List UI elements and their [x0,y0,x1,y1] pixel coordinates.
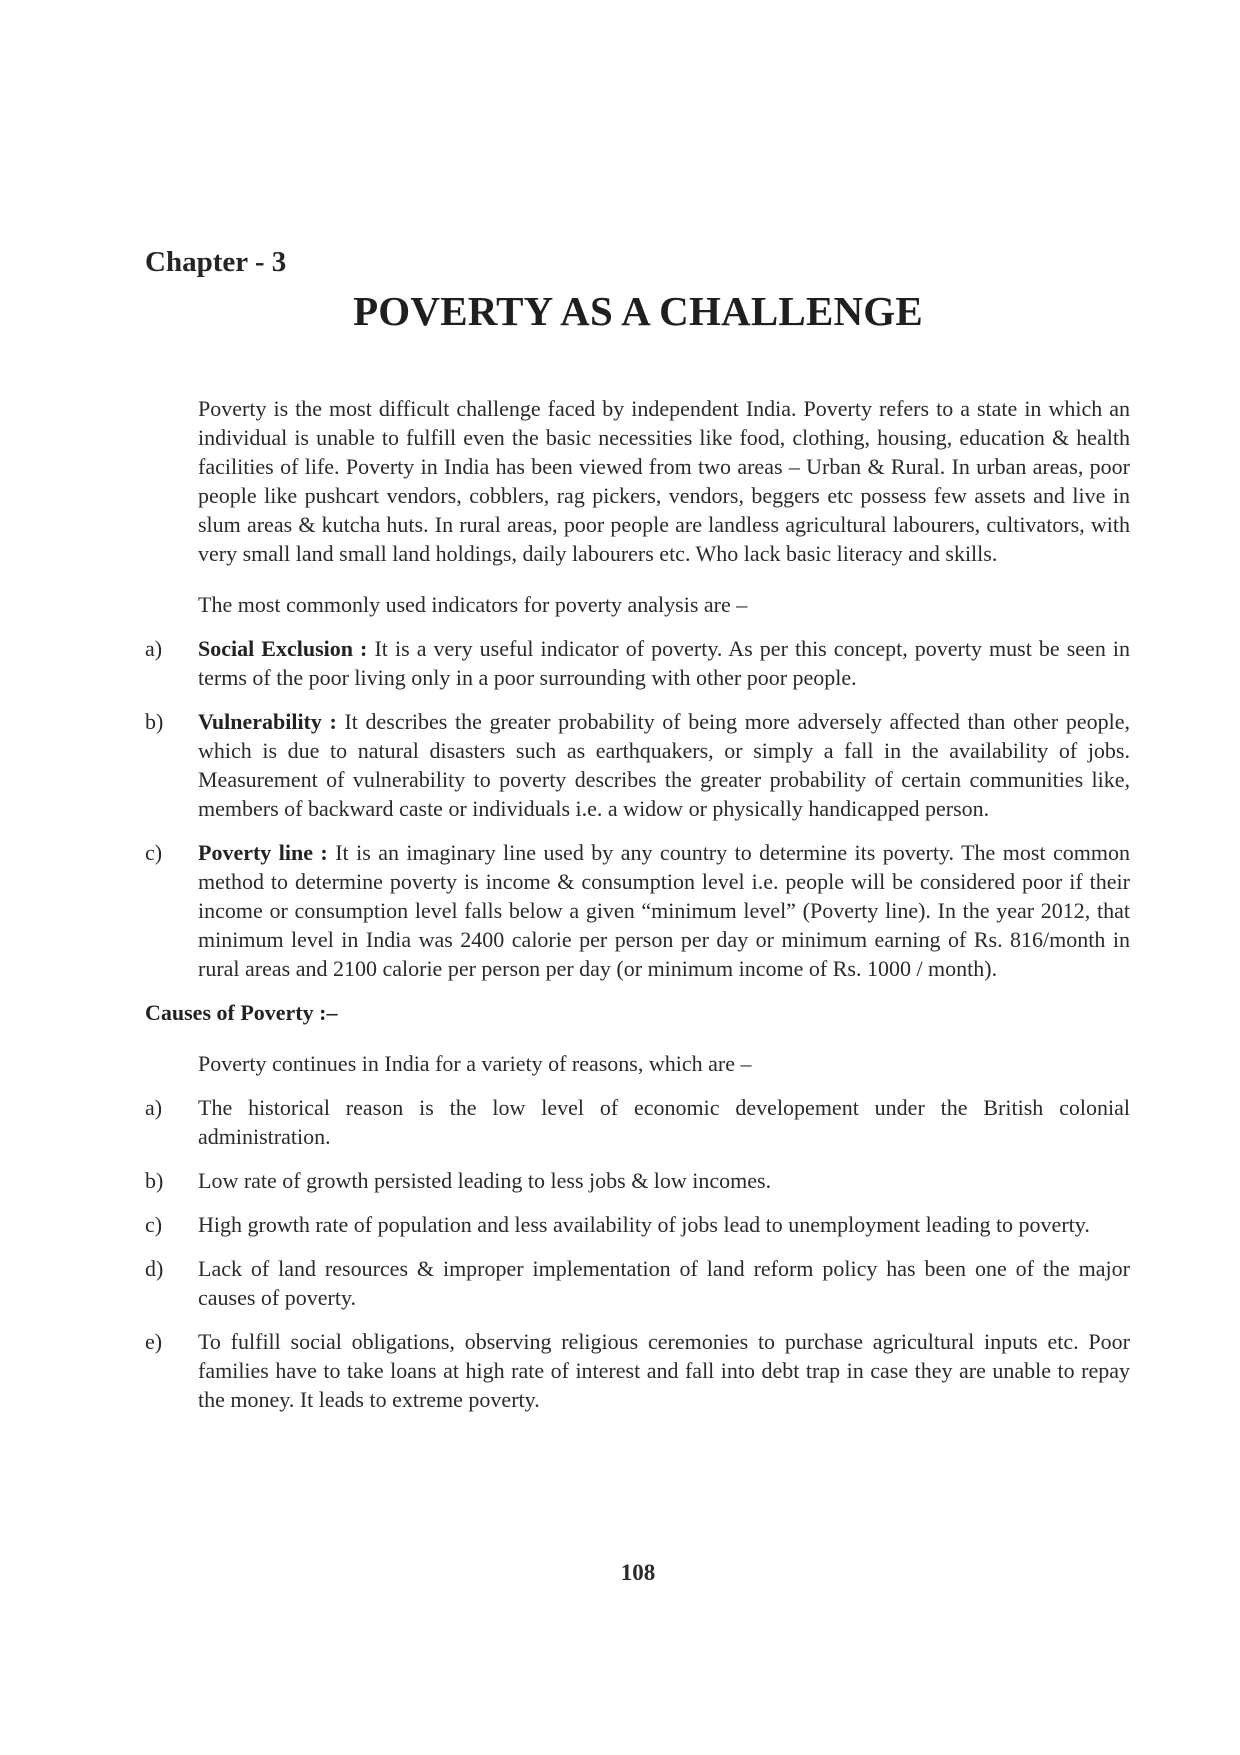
list-marker: b) [145,709,164,734]
page-number: 108 [620,1560,656,1585]
cause-item [145,1166,1130,1195]
cause-text: Low rate of growth persisted leading to less jobs & low incomes. [198,1168,772,1193]
causes-lead: Poverty continues in India for a variety of reasons, which are – [198,1051,752,1076]
indicator-description: It describes the greater probability of being more adversely affected than other people, which is due to natural disasters such as earthquakers, or simply a fall in the availability of jobs. Measurement of vulnerability to poverty describes the greater probability of certain communities like, members of backward caste or individuals i.e. a widow or physically handicapped person. [198,709,1130,821]
list-marker: c) [145,1212,163,1237]
cause-text: High growth rate of population and less availability of jobs lead to unemployment leading to poverty. [198,1212,1090,1237]
chapter-title: POVERTY AS A CHALLENGE [353,288,923,334]
list-marker: b) [145,1168,164,1193]
list-marker: e) [145,1329,163,1354]
indicator-item [145,707,1130,823]
cause-item [145,1254,1130,1312]
cause-item [145,1327,1130,1414]
cause-text: The historical reason is the low level of economic developement under the British colonial administration. [198,1095,1130,1149]
indicator-term: Social Exclusion : [198,636,368,661]
list-marker: d) [145,1256,164,1281]
indicator-term: Poverty line : [198,840,328,865]
cause-text: To fulfill social obligations, observing religious ceremonies to purchase agricultural inputs etc. Poor families have to take loans at high rate of interest and fall into debt trap in case they are unable to repay the money. It leads to extreme poverty. [198,1329,1130,1412]
indicator-text [198,707,1130,823]
indicator-text [198,838,1130,983]
list-marker: a) [145,636,163,661]
indicator-term: Vulnerability : [198,709,337,734]
indicator-text [198,634,1130,692]
causes-heading: Causes of Poverty :– [145,1000,338,1025]
list-marker: a) [145,1095,163,1120]
cause-item [145,1093,1130,1151]
page-content [145,372,1130,1429]
indicator-description: It is an imaginary line used by any country to determine its poverty. The most common method to determine poverty is income & consumption level i.e. people will be considered poor if their income or consumption level falls below a given “minimum level” (Poverty line). In the year 2012, that minimum level in India was 2400 calorie per person per day or minimum earning of Rs. 816/month in rural areas and 2100 calorie per person per day (or minimum income of Rs. 1000 / month). [198,840,1130,981]
cause-item [145,1210,1130,1239]
chapter-label: Chapter - 3 [145,246,287,278]
cause-text: Lack of land resources & improper implementation of land reform policy has been one of the major causes of poverty. [198,1256,1130,1310]
intro-paragraph: Poverty is the most difficult challenge faced by independent India. Poverty refers to a state in which an individual is unable to fulfill even the basic necessities like food, clothing, housing, education & health facilities of life. Poverty in India has been viewed from two areas – Urban & Rural. In urban areas, poor people like pushcart vendors, cobblers, rag pickers, vendors, beggers etc possess few assets and live in slum areas & kutcha huts. In rural areas, poor people are landless agricultural labourers, cultivators, with very small land small land holdings, daily labourers etc. Who lack basic literacy and skills. [198,396,1130,566]
indicator-item [145,634,1130,692]
indicator-description: It is a very useful indicator of poverty. As per this concept, poverty must be seen in terms of the poor living only in a poor surrounding with other poor people. [198,636,1130,690]
list-marker: c) [145,840,163,865]
indicator-item [145,838,1130,983]
indicators-lead: The most commonly used indicators for poverty analysis are – [198,592,748,617]
